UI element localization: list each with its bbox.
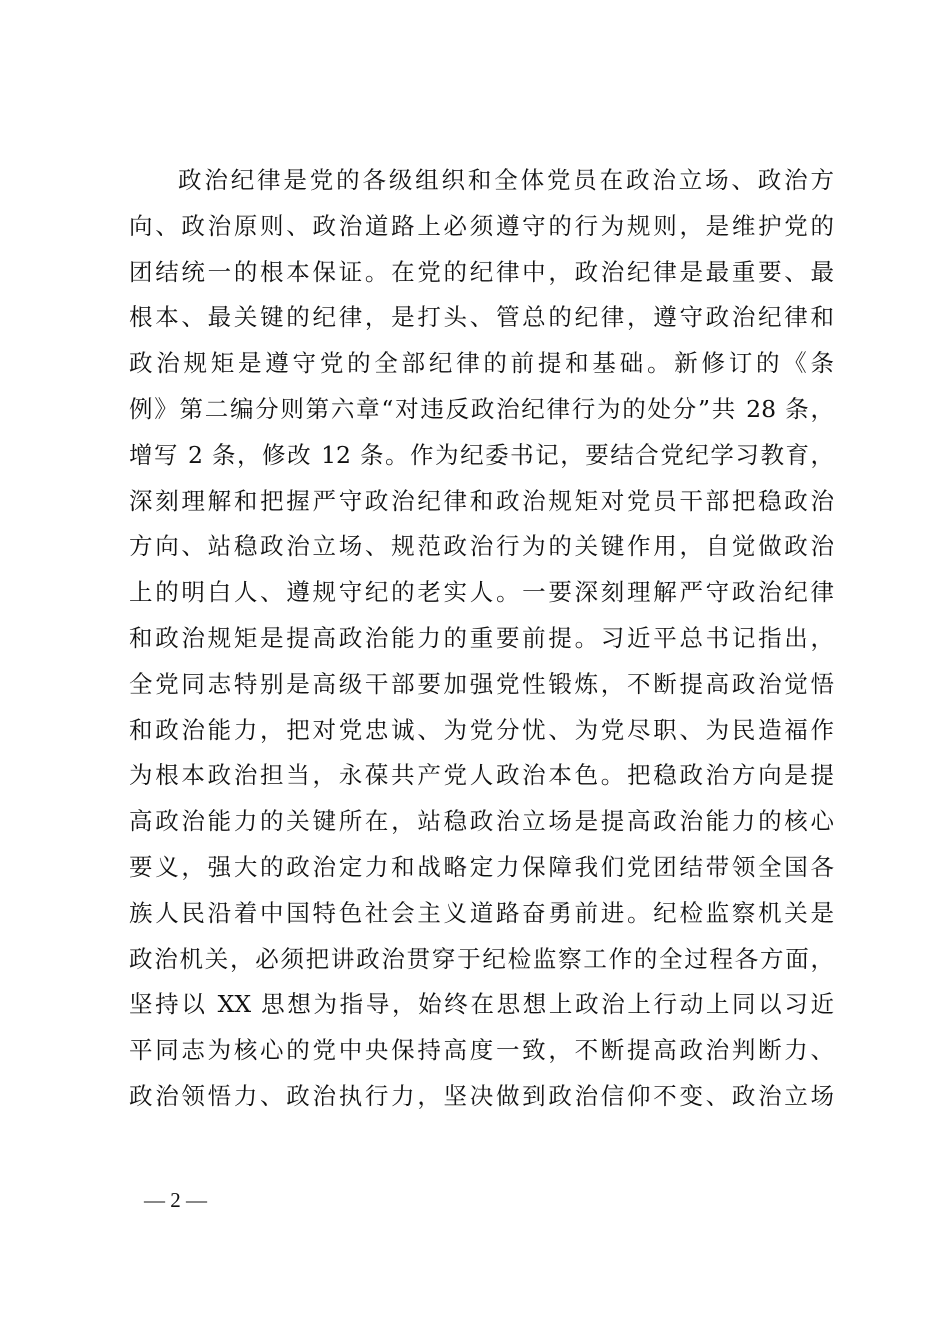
paragraph-line: 坚持以 XX 思想为指导，始终在思想上政治上行动上同以习近 (129, 990, 834, 1019)
paragraph-line: 和政治能力，把对党忠诚、为党分忧、为党尽职、为民造福作 (129, 715, 834, 744)
paragraph-line: 团结统一的根本保证。在党的纪律中，政治纪律是最重要、最 (129, 257, 834, 286)
paragraph-line: 方向、站稳政治立场、规范政治行为的关键作用，自觉做政治 (129, 532, 834, 561)
paragraph-line: 为根本政治担当，永葆共产党人政治本色。把稳政治方向是提 (129, 761, 834, 790)
paragraph-line: 和政治规矩是提高政治能力的重要前提。习近平总书记指出， (129, 623, 834, 652)
paragraph-line: 高政治能力的关键所在，站稳政治立场是提高政治能力的核心 (129, 807, 834, 836)
body-paragraph (129, 158, 834, 1120)
paragraph-line: 政治机关，必须把讲政治贯穿于纪检监察工作的全过程各方面， (129, 944, 834, 973)
paragraph-line: 政治领悟力、政治执行力，坚决做到政治信仰不变、政治立场 (129, 1081, 834, 1110)
paragraph-line: 政治纪律是党的各级组织和全体党员在政治立场、政治方 (178, 166, 834, 194)
paragraph-line: 要义，强大的政治定力和战略定力保障我们党团结带领全国各 (129, 852, 834, 881)
paragraph-line: 增写 2 条，修改 12 条。作为纪委书记，要结合党纪学习教育， (129, 440, 834, 469)
paragraph-line: 根本、最关键的纪律，是打头、管总的纪律，遵守政治纪律和 (129, 303, 834, 332)
paragraph-line: 例》第二编分则第六章“对违反政治纪律行为的处分”共 28 条， (129, 394, 834, 423)
page-number: — 2 — (144, 1188, 207, 1212)
paragraph-line: 族人民沿着中国特色社会主义道路奋勇前进。纪检监察机关是 (129, 898, 834, 927)
paragraph-line: 政治规矩是遵守党的全部纪律的前提和基础。新修订的《条 (129, 349, 834, 378)
paragraph-line: 上的明白人、遵规守纪的老实人。一要深刻理解严守政治纪律 (129, 578, 834, 607)
paragraph-line: 向、政治原则、政治道路上必须遵守的行为规则，是维护党的 (129, 211, 834, 240)
paragraph-line: 深刻理解和把握严守政治纪律和政治规矩对党员干部把稳政治 (129, 486, 834, 515)
paragraph-line: 全党同志特别是高级干部要加强党性锻炼，不断提高政治觉悟 (129, 669, 834, 698)
paragraph-line: 平同志为核心的党中央保持高度一致，不断提高政治判断力、 (129, 1036, 834, 1065)
